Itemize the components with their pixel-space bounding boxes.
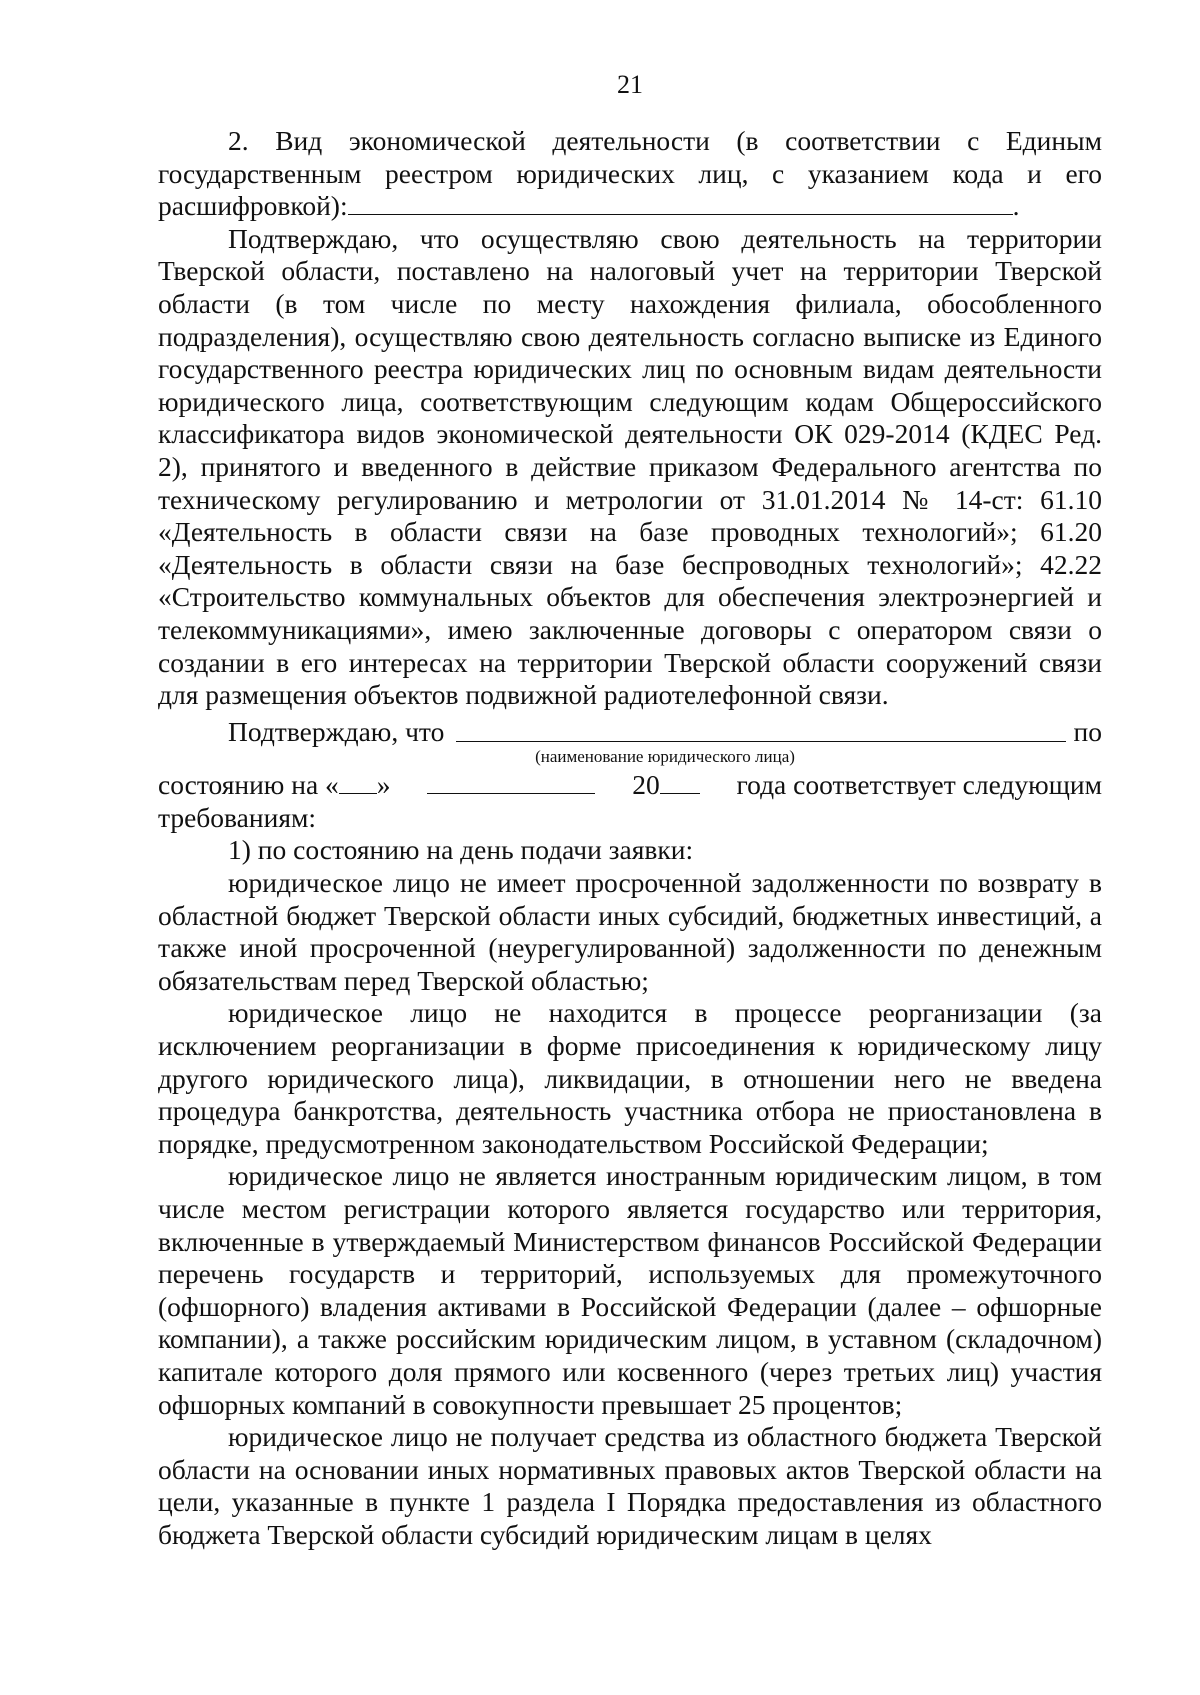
activity-type-field[interactable] [348, 190, 1013, 215]
year-field[interactable] [660, 771, 700, 794]
document-body [158, 125, 1102, 1552]
year-group [632, 769, 700, 802]
date-row [158, 769, 1102, 802]
confirm-territory-paragraph: Подтверждаю, что осуществляю свою деятельность на территории Тверской области, поставлено на налоговый учет на территории Тверской области (в том числе по месту нахождения филиала, обособленного подразделения), осуществляю свою деятельность согласно выписке из Единого государственного реестра юридических лиц по основным видам деятельности юридического лица, соответствующим следующим кодам Общероссийского классификатора видов экономической деятельности ОК 029-2014 (КДЕС Ред. 2), принятого и введенного в действие приказом Федерального агентства по техническому регулированию и метрологии от 31.01.2014 № 14-ст: 61.10 «Деятельность в области связи на базе проводных технологий»; 61.20 «Деятельность в области связи на базе беспроводных технологий»; 42.22 «Строительство коммунальных объектов для обеспечения электроэнергией и телекоммуникациями», имею заключенные договоры с оператором связи о создании в его интересах на территории Тверской области сооружений связи для размещения объектов подвижной радиотелефонной связи. [158, 222, 1102, 711]
confirm-trail: по [1073, 715, 1102, 747]
day-field[interactable] [339, 771, 377, 794]
section-2-text: 2. Вид экономической деятельности (в соответствии с Единым государственным реестром юридических лиц, с указанием кода и его расшифровкой): [158, 125, 1102, 222]
state-on-label: состоянию на « [158, 769, 339, 801]
requirement-foreign-entity: юридическое лицо не является иностранным юридическим лицом, в том числе местом регистрации которого является государство или территория, включенные в утверждаемый Министерством финансов Российской Федерации перечень государств и территорий, используемых для промежуточного (офшорного) владения активами в Российской Федерации (далее – офшорные компании), а также российским юридическим лицом, в уставном (складочном) капитале которого доля прямого или косвенного (через третьих лиц) участия офшорных компаний в совокупности превышает 25 процентов; [158, 1160, 1102, 1420]
section-2-paragraph [158, 125, 1102, 223]
quote-close: » [376, 769, 391, 801]
requirement-reorganization: юридическое лицо не находится в процессе реорганизации (за исключением реорганизации в форме присоединения к юридическому лицу другого юридического лица), ликвидации, в отношении него не введена процедура банкротства, деятельность участника отбора не приостановлена в порядке, предусмотренном законодательством Российской Федерации; [158, 997, 1102, 1159]
requirements-label: требованиям: [158, 801, 317, 833]
requirement-budget-funds: юридическое лицо не получает средства из областного бюджета Тверской области на основании иных нормативных правовых актов Тверской области на цели, указанные в пункте 1 раздела I Порядка предоставления из областного бюджета Тверской области субсидий юридическим лицам в целях [158, 1421, 1102, 1550]
confirm-entity-row [158, 716, 1102, 749]
requirement-debt: юридическое лицо не имеет просроченной задолженности по возврату в областной бюджет Тверской области иных субсидий, бюджетных инвестиций, а также иной просроченной (неурегулированной) задолженности по денежным обязательствам перед Тверской областью; [158, 867, 1102, 996]
entity-name-caption: (наименование юридического лица) [535, 747, 795, 767]
list-item-1: 1) по состоянию на день подачи заявки: [228, 834, 694, 866]
month-field[interactable] [427, 771, 595, 794]
entity-name-field[interactable] [456, 740, 1065, 742]
year-suffix: года соответствует следующим [736, 769, 1102, 801]
year-prefix: 20 [632, 769, 660, 801]
date-group [158, 769, 391, 802]
section-2-end: . [1012, 190, 1020, 222]
confirm-lead: Подтверждаю, что [228, 715, 445, 747]
page-number: 21 [617, 70, 643, 99]
